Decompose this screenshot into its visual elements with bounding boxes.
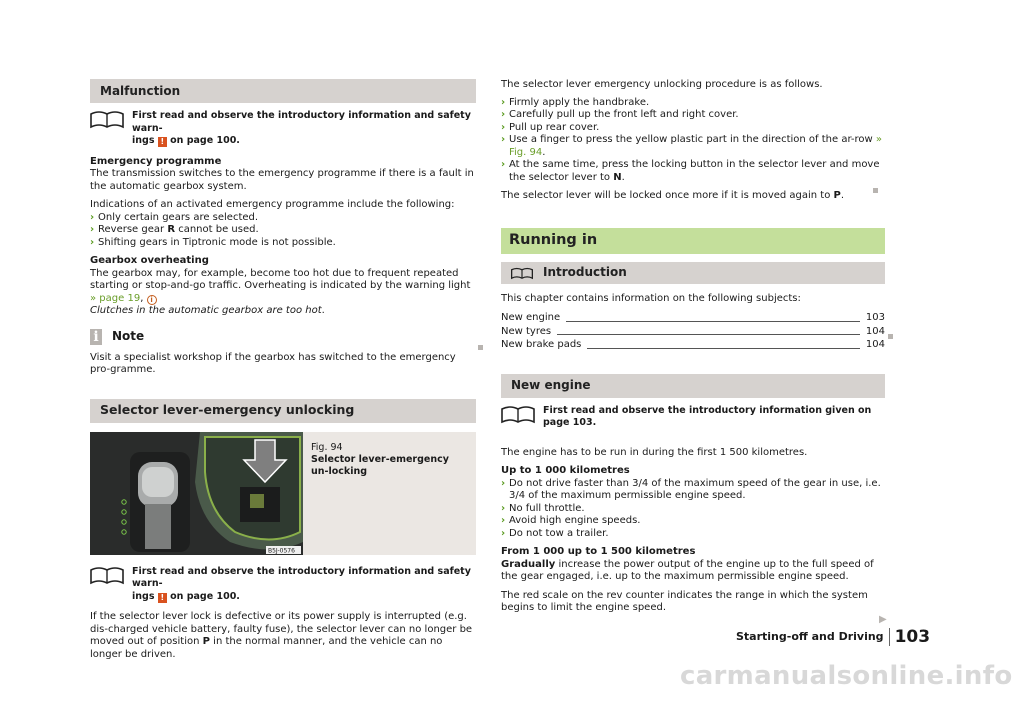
section-end-marker xyxy=(478,345,483,350)
up-to-block: Up to 1 000 kilometres › Do not drive faster than 3/4 of the maximum speed of the gear in use, i.e. 3/4 of the maximum permissible engine speed. › No full throttle. › Avoid high engine speeds. › Do not tow a trailer. xyxy=(501,465,885,540)
right-column xyxy=(501,0,887,625)
warning-icon: ! xyxy=(158,593,167,603)
page-footer xyxy=(736,628,930,646)
locked-text: The selector lever will be locked once more if it is moved again to P. xyxy=(501,190,845,201)
section-end-marker xyxy=(873,188,878,193)
open-book-icon xyxy=(90,566,124,584)
list-item: › Use a finger to press the yellow plastic part in the direction of the ar-row » Fig. 94. xyxy=(501,134,885,159)
list-item: › Carefully pull up the front left and right cover. xyxy=(501,109,885,122)
open-book-icon xyxy=(511,267,533,279)
figure-link[interactable]: » Fig. 94 xyxy=(509,134,883,158)
emergency-block: Emergency programme The transmission switches to the emergency programme if there is a fault in the automatic gearbox system. xyxy=(90,155,474,192)
intro-text: First read and observe the introductory information and safety warn- ings ! on page 100. xyxy=(132,110,471,146)
red-scale-text: The red scale on the rev counter indicates the range in which the system begins to limit the engine speed. xyxy=(501,589,868,613)
watermark: carmanualsonline.info xyxy=(680,661,1012,691)
intro-row xyxy=(501,405,885,430)
warning-icon: ! xyxy=(158,137,167,147)
info-icon: i xyxy=(90,329,102,345)
open-book-icon xyxy=(90,110,124,128)
list-item: › Reverse gear R cannot be used. xyxy=(90,224,476,237)
list-item: › No full throttle. xyxy=(501,503,885,516)
procedure-intro: The selector lever emergency unlocking procedure is as follows. xyxy=(501,79,823,90)
warning-light-icon: i xyxy=(147,295,157,305)
selector-lever-image xyxy=(90,432,303,555)
from-block: From 1 000 up to 1 500 kilometres Gradually increase the power output of the engine up to the full speed of the gear engaged, i.e. up to the maximum permissible engine speed. xyxy=(501,546,874,582)
page-number: 103 xyxy=(889,628,931,646)
toc-entry[interactable]: New tyres 104 xyxy=(501,325,885,337)
overheat-block: Gearbox overheating The gearbox may, for example, become too hot due to frequent repeated starting or stop-and-go traffic. Overheating is indicated by the warning light » page 19, i Clutches in the automatic gearbox are too hot. xyxy=(90,255,471,316)
procedure-steps xyxy=(501,97,885,185)
list-item: › Firmly apply the handbrake. xyxy=(501,97,885,110)
list-item: › Pull up rear cover. xyxy=(501,122,885,135)
list-item: › Do not drive faster than 3/4 of the maximum speed of the gear in use, i.e. 3/4 of the maximum permissible engine speed. xyxy=(501,478,885,503)
run-in-text: The engine has to be run in during the first 1 500 kilometres. xyxy=(501,446,808,458)
section-heading-introduction: Introduction xyxy=(501,262,885,284)
intro-text: First read and observe the introductory information and safety warn- ings ! on page 100. xyxy=(132,565,471,602)
toc-entry[interactable]: New brake pads 104 xyxy=(501,339,885,350)
figure-code: B5J-0576 xyxy=(268,547,295,554)
page-link[interactable]: » page 19 xyxy=(90,292,141,304)
section-heading-new-engine: New engine xyxy=(501,374,885,398)
selector-body: If the selector lever lock is defective or its power supply is interrupted (e.g. dis-charged vehicle battery, faulty fuse), the selector lever can no longer be moved out of position P in the normal manner, and the vehicle can no longer be driven. xyxy=(90,611,473,660)
intro-text: This chapter contains information on the following subjects: xyxy=(501,292,801,304)
note-text: Visit a specialist workshop if the gearbox has switched to the emergency pro-gramme. xyxy=(90,351,456,375)
open-book-icon xyxy=(501,405,535,423)
list-item: › Only certain gears are selected. xyxy=(90,212,476,225)
list-item: › At the same time, press the locking button in the selector lever and move the selector lever to N. xyxy=(501,159,885,184)
figure-caption: Fig. 94 Selector lever-emergency un-locking xyxy=(303,432,476,555)
toc-list xyxy=(501,311,885,352)
left-column xyxy=(90,0,476,661)
continue-arrow-icon: ▶ xyxy=(879,614,887,625)
section-heading-malfunction: Malfunction xyxy=(90,79,476,103)
toc-entry[interactable]: New engine 103 xyxy=(501,312,885,323)
intro-text: First read and observe the introductory information given on page 103. xyxy=(543,404,872,428)
note-header: i Note xyxy=(90,329,476,345)
list-item: › Shifting gears in Tiptronic mode is not possible. xyxy=(90,237,476,250)
list-item: › Avoid high engine speeds. xyxy=(501,515,885,528)
list-item: › Do not tow a trailer. xyxy=(501,528,885,541)
indications-block: Indications of an activated emergency programme include the following: › Only certain gears are selected. › Reverse gear R cannot be used. › Shifting gears in Tiptronic mode is not possible. xyxy=(90,199,476,249)
intro-row xyxy=(90,110,476,148)
section-heading-selector: Selector lever-emergency unlocking xyxy=(90,399,476,423)
section-end-marker xyxy=(888,334,893,339)
intro-row xyxy=(90,566,476,604)
chapter-heading-running-in: Running in xyxy=(501,228,885,254)
footer-chapter: Starting-off and Driving xyxy=(736,629,884,643)
figure-94 xyxy=(90,432,476,555)
